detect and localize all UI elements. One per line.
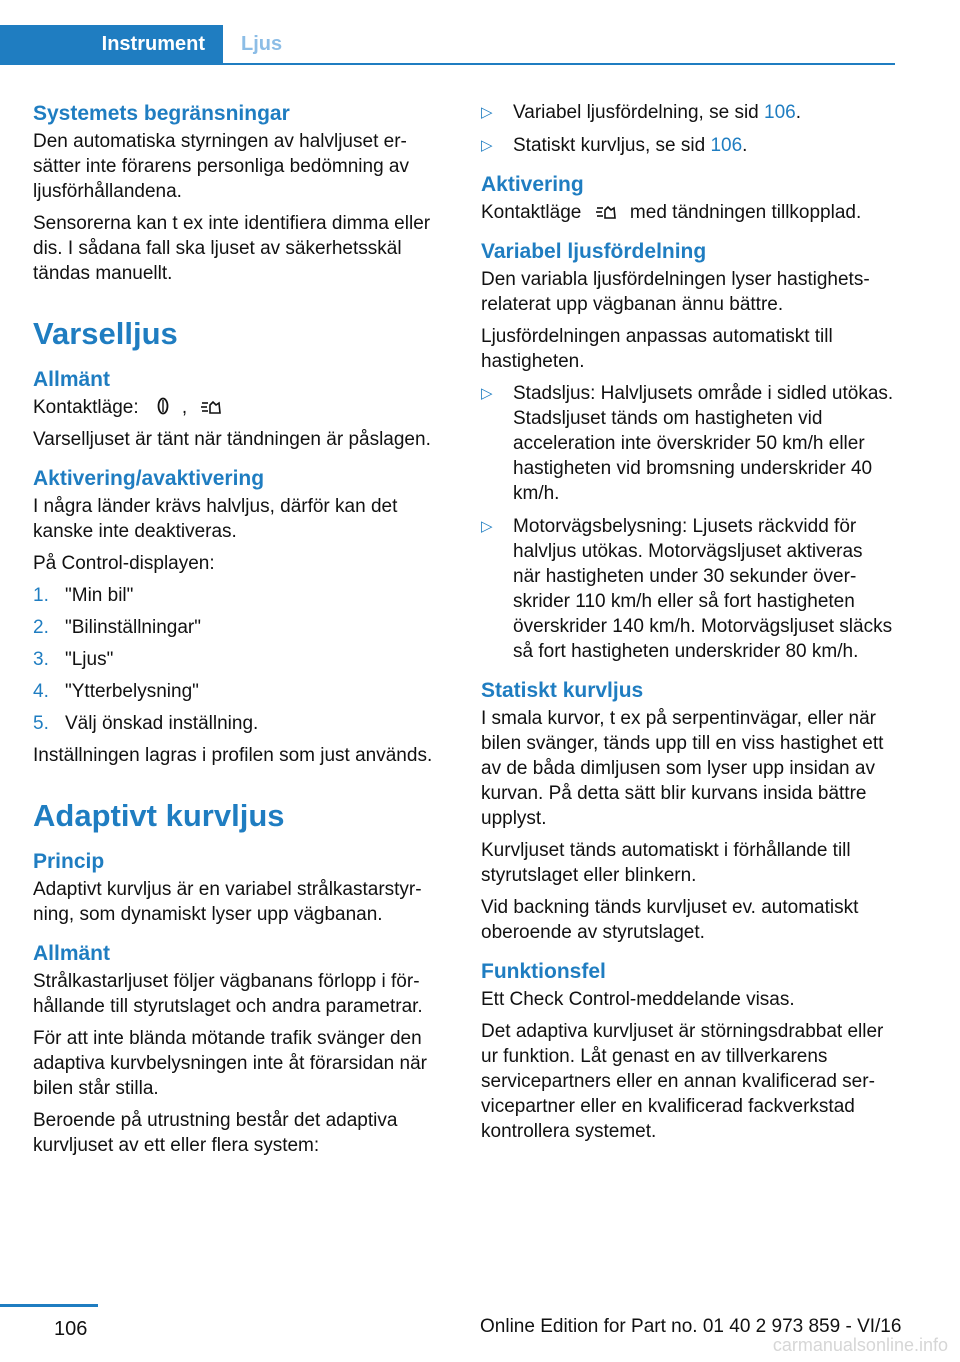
paragraph-contact-position	[481, 200, 894, 225]
section-heading: Allmänt	[33, 368, 111, 391]
paragraph: Inställningen lagras i profilen som just används.	[33, 745, 433, 766]
list-item	[33, 647, 448, 672]
section-heading: Aktivering/avaktivering	[33, 467, 265, 490]
edition-note: Online Edition for Part no. 01 40 2 973 859 - VI/16	[480, 1316, 902, 1337]
step-number: 1.	[33, 585, 49, 606]
step-number: 4.	[33, 681, 49, 702]
list-item	[33, 679, 448, 704]
page-reference-link[interactable]: 106	[764, 102, 796, 123]
paragraph: Ljusfördelningen anpassas automatiskt till hastigheten.	[481, 326, 833, 372]
footer-rule	[0, 1304, 98, 1307]
paragraph: Adaptivt kurvljus är en variabel strålkastarstyrning, som dynamiskt lyser upp vägbanan.	[33, 879, 422, 925]
text: .	[795, 102, 801, 123]
step-number: 3.	[33, 649, 49, 670]
paragraph: I några länder krävs halvljus, därför kan det kanske inte deaktiveras.	[33, 496, 398, 542]
chapter-heading: Varselljus	[33, 316, 178, 351]
section-heading: Variabel ljusfördelning	[481, 240, 707, 263]
text: Stadsljus: Halvljusets område i sidled utökas. Stadsljuset tänds om hastigheten vid acceleration inte överskrider 50 km/h eller hastigheten vid bromsning underskrider 40 km/h.	[513, 383, 894, 504]
triangle-bullet-icon: ▷	[481, 104, 493, 121]
page-number: 106	[54, 1318, 88, 1340]
page-reference-link[interactable]: 106	[710, 135, 743, 156]
text: Variabel ljusfördelning, se sid	[513, 102, 765, 123]
list-item	[33, 583, 448, 608]
list-item	[33, 711, 448, 736]
triangle-bullet-icon: ▷	[481, 385, 493, 402]
right-column	[481, 100, 894, 1151]
paragraph: Strålkastarljuset följer vägbanans förlopp i förhållande till styrutslaget och andra parametrar.	[33, 971, 423, 1017]
step-number: 5.	[33, 713, 49, 734]
paragraph-contact-positions	[33, 395, 448, 420]
paragraph: Den variabla ljusfördelningen lyser hastighetsrelaterat upp vägbanan ännu bättre.	[481, 269, 870, 315]
text: Kontaktläge	[481, 202, 582, 223]
tab-ljus[interactable]: Ljus	[241, 33, 283, 55]
paragraph: På Control-displayen:	[33, 553, 215, 574]
steps-list	[33, 583, 448, 736]
text: med tändningen tillkopplad.	[629, 202, 862, 223]
step-text: "Ljus"	[65, 649, 114, 670]
paragraph: Det adaptiva kurvljuset är störningsdrabbat eller ur funktion. Låt genast en av tillverkarens servicepartners eller en annan kvalificerad servicepartner eller en kvalificerad fackverkstad kontrollera systemet.	[481, 1021, 884, 1142]
triangle-bullet-icon: ▷	[481, 518, 493, 535]
separator: ,	[181, 397, 188, 418]
paragraph: Varselljuset är tänt när tändningen är påslagen.	[33, 429, 431, 450]
section-heading: Princip	[33, 850, 105, 873]
chapter-heading: Adaptivt kurvljus	[33, 798, 285, 833]
section-heading: Statiskt kurvljus	[481, 679, 644, 702]
engine-start-icon	[595, 202, 617, 220]
text: Statiskt kurvljus, se sid	[513, 135, 711, 156]
paragraph: Ett Check Control-meddelande visas.	[481, 989, 795, 1010]
step-text: Välj önskad inställning.	[65, 713, 259, 734]
watermark: carmanualsonline.info	[772, 1335, 948, 1355]
step-number: 2.	[33, 617, 49, 638]
text: .	[742, 135, 748, 156]
section-heading: Funktionsfel	[481, 960, 606, 983]
paragraph: För att inte blända mötande trafik svänger den adaptiva kurvbelysningen inte åt förarsidan när bilen står stilla.	[33, 1028, 427, 1099]
section-heading: Aktivering	[481, 173, 584, 196]
mode-list	[481, 381, 894, 664]
list-item	[481, 133, 894, 158]
section-heading: Systemets begränsningar	[33, 102, 290, 125]
list-item	[481, 381, 894, 506]
paragraph: Beroende på utrustning består det adaptiva kurvljuset av ett eller flera system:	[33, 1110, 398, 1156]
step-text: "Min bil"	[65, 585, 134, 606]
text: Kontaktläge:	[33, 397, 139, 418]
section-heading: Allmänt	[33, 942, 111, 965]
list-item	[481, 514, 894, 664]
ignition-icon	[152, 397, 174, 415]
paragraph: Den automatiska styrningen av halvljuset ersätter inte förarens personliga bedömning av ljusförhållandena.	[33, 131, 410, 202]
triangle-bullet-icon: ▷	[481, 137, 493, 154]
tab-instrument[interactable]: Instrument	[0, 25, 223, 63]
list-item	[481, 100, 894, 125]
header-tabbar	[0, 25, 895, 65]
paragraph: Kurvljuset tänds automatiskt i förhållande till styrutslaget eller blinkern.	[481, 840, 851, 886]
text: Motorvägsbelysning: Ljusets räckvidd för halvljus utökas. Motorvägsljuset aktiveras när hastigheten under 30 sekunder överskrider 110 km/h eller så fort hastigheten överskrider 140 km/h. Motorvägsljuset släcks så fort hastigheten underskrider 80 km/h.	[513, 516, 893, 662]
paragraph: I smala kurvor, t ex på serpentinvägar, eller när bilen svänger, tänds upp till en viss hastighet ett av de båda dimljusen som lyser upp insidan av kurvan. På detta sätt blir kurvans insida bättre upplyst.	[481, 708, 884, 829]
engine-start-icon	[200, 397, 222, 415]
step-text: "Ytterbelysning"	[65, 681, 199, 702]
step-text: "Bilinställningar"	[65, 617, 201, 638]
paragraph: Sensorerna kan t ex inte identifiera dimma eller dis. I sådana fall ska ljuset av säkerhetsskäl tändas manuellt.	[33, 213, 431, 284]
system-list	[481, 100, 894, 158]
paragraph: Vid backning tänds kurvljuset ev. automatiskt oberoende av styrutslaget.	[481, 897, 859, 943]
list-item	[33, 615, 448, 640]
left-column	[33, 100, 448, 1165]
